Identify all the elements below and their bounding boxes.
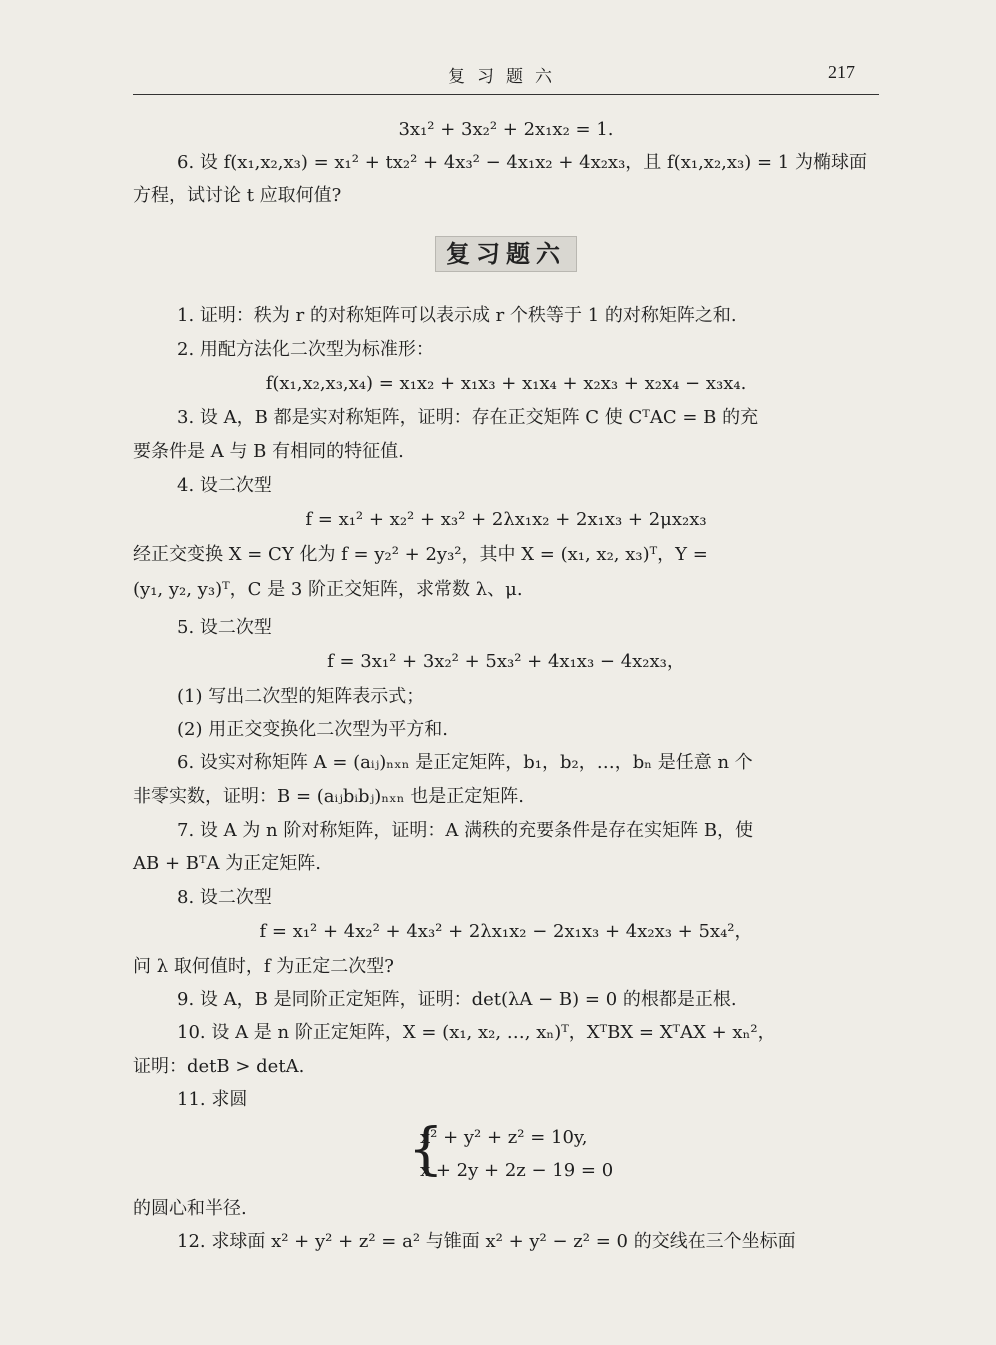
q2-equation: f(x₁,x₂,x₃,x₄) = x₁x₂ + x₁x₃ + x₁x₄ + x₂x₃ + x₂x₄ − x₃x₄. [265, 373, 747, 394]
system-brace: { [408, 1117, 444, 1182]
q11-equation-1: x² + y² + z² = 10y, [420, 1127, 588, 1148]
q10-line2: 证明：detB > detA. [133, 1056, 305, 1077]
q6-line1: 6. 设实对称矩阵 A = (aᵢⱼ)ₙₓₙ 是正定矩阵，b₁，b₂，…，bₙ 是任意 n 个 [177, 752, 753, 773]
q5-equation: f = 3x₁² + 3x₂² + 5x₃² + 4x₁x₃ − 4x₂x₃， [327, 651, 685, 672]
q5-part2: (2) 用正交变换化二次型为平方和. [177, 719, 448, 740]
q4-line3: (y₁, y₂, y₃)ᵀ，C 是 3 阶正交矩阵，求常数 λ、μ. [133, 579, 523, 600]
q3-line2: 要条件是 A 与 B 有相同的特征值. [133, 441, 404, 462]
q11-equation-2: x + 2y + 2z − 19 = 0 [420, 1160, 614, 1181]
running-header [133, 58, 879, 95]
q2-prompt: 2. 用配方法化二次型为标准形： [177, 339, 434, 360]
q7-line2: AB + BᵀA 为正定矩阵. [133, 853, 321, 874]
q4-line2: 经正交变换 X = CY 化为 f = y₂² + 2y₃²，其中 X = (x₁, x₂, x₃)ᵀ，Y = [133, 544, 708, 565]
q5-part1: (1) 写出二次型的矩阵表示式； [177, 686, 425, 707]
prev-q6-line2: 方程，试讨论 t 应取何值? [133, 185, 342, 206]
header-title: 复习题六 [448, 67, 564, 87]
q4-equation: f = x₁² + x₂² + x₃² + 2λx₁x₂ + 2x₁x₃ + 2μx₂x₃ [305, 509, 707, 530]
q11-prompt: 11. 求圆 [177, 1089, 248, 1110]
q7-line1: 7. 设 A 为 n 阶对称矩阵，证明：A 满秩的充要条件是存在实矩阵 B，使 [177, 820, 754, 841]
q1: 1. 证明：秩为 r 的对称矩阵可以表示成 r 个秩等于 1 的对称矩阵之和. [177, 305, 737, 326]
page-number: 217 [828, 62, 855, 82]
q6-line2: 非零实数，证明：B = (aᵢⱼbᵢbⱼ)ₙₓₙ 也是正定矩阵. [133, 786, 524, 807]
q9: 9. 设 A，B 是同阶正定矩阵，证明：det(λA − B) = 0 的根都是正根. [177, 989, 737, 1010]
q8-prompt: 8. 设二次型 [177, 887, 272, 908]
q8-equation: f = x₁² + 4x₂² + 4x₃² + 2λx₁x₂ − 2x₁x₃ + 4x₂x₃ + 5x₄²， [259, 921, 753, 942]
q3-line1: 3. 设 A，B 都是实对称矩阵，证明：存在正交矩阵 C 使 CᵀAC = B 的充 [177, 407, 759, 428]
prev-q6-line1: 6. 设 f(x₁,x₂,x₃) = x₁² + tx₂² + 4x₃² − 4x₁x₂ + 4x₂x₃，且 f(x₁,x₂,x₃) = 1 为椭球面 [177, 152, 867, 173]
q4-prompt: 4. 设二次型 [177, 475, 272, 496]
q12: 12. 求球面 x² + y² + z² = a² 与锥面 x² + y² − z² = 0 的交线在三个坐标面 [177, 1231, 796, 1252]
q5-prompt: 5. 设二次型 [177, 617, 272, 638]
q10-line1: 10. 设 A 是 n 阶正定矩阵，X = (x₁, x₂, …, xₙ)ᵀ，XᵀBX = XᵀAX + xₙ²， [177, 1022, 776, 1043]
prev-equation: 3x₁² + 3x₂² + 2x₁x₂ = 1. [398, 119, 614, 140]
q11-line2: 的圆心和半径. [133, 1198, 247, 1219]
q8-line2: 问 λ 取何值时，f 为正定二次型? [133, 956, 394, 977]
section-title: 复习题六 [435, 236, 577, 272]
